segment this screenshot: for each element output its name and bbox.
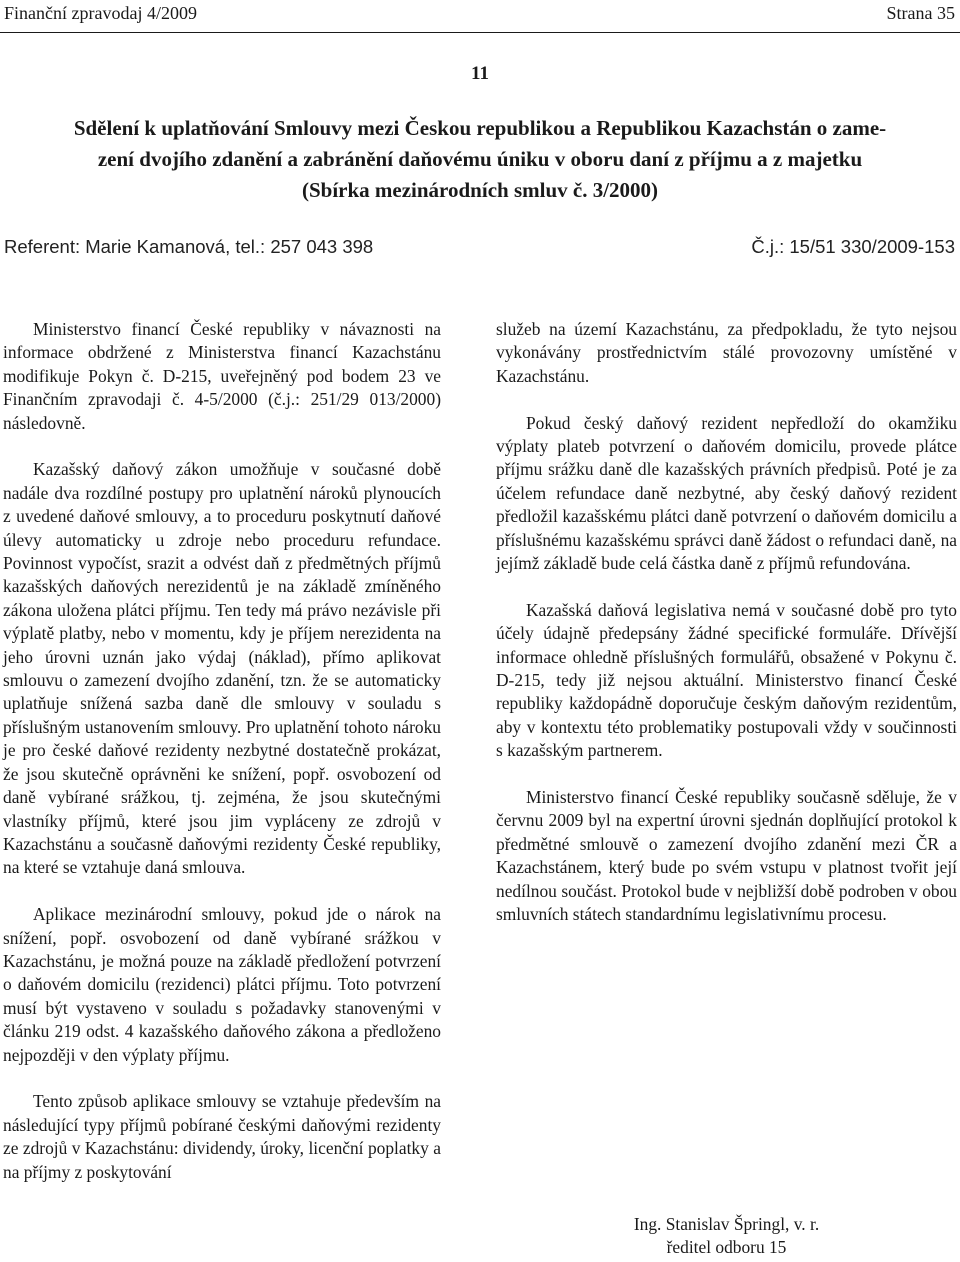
paragraph: Kazašský daňový zákon umožňuje v současné době nadále dva rozdílné postupy pro uplatnění nároků plynoucích z uvedené daňové smlouvy, a to proceduru poskytnutí daňové úlevy automaticky u zdroje nebo proceduru refundace. Povinnost vypočíst, srazit a odvést daň z předmětných příjmů kazašských daňových nerezidentů je na základě zmíněného zákona uložena plátci příjmu. Ten tedy má právo nezávisle při výplatě platby, nebo v momentu, kdy je příjem nerezidenta na jeho úrovni uznán jako výdaj (náklad), přímo aplikovat smlouvu o zamezení dvojího zdanění, tzn. že se automaticky uplatňuje snížená sazba daně dle smlouvy v souladu s příslušným ustanovením smlouvy. Pro uplatnění tohoto nároku je pro české daňové rezidenty nezbytné dostatečně prokázat, že jsou skutečně oprávněni ke snížení, popř. osvobození od daně vybírané srážkou, tj. zejména, že jsou skutečnými vlastníky příjmů, které jsou jim vypláceny ze zdrojů v Kazachstánu a současně daňovými rezidenty České republiky, na které se vztahuje daná smlouva. [3,459,441,878]
page-number: Strana 35 [886,3,955,23]
publication-name: Finanční zpravodaj 4/2009 [4,3,197,23]
signatory-name: Ing. Stanislav Špringl, v. r. [633,1214,820,1234]
title-line: zení dvojího zdanění a zabránění daňovému úniku v oboru daní z příjmu a z majetku [97,147,863,171]
paragraph: Kazašská daňová legislativa nemá v současné době pro tyto účely údajně předepsány žádné specifické formuláře. Dřívější informace ohledně příslušných formulářů, obsažené v Pokynu č. D-215, tedy již nejsou aktuální. Ministerstvo financí České republiky každopádně doporučuje českým daňovým rezidentům, aby v kontextu této problematiky postupovali vždy v součinnosti s kazašským partnerem. [496,599,957,761]
reference-number: Č.j.: 15/51 330/2009-153 [751,236,955,257]
document-title [12,113,948,206]
paragraph: Aplikace mezinárodní smlouvy, pokud jde o nárok na snížení, popř. osvobození od daně vybírané srážkou v Kazachstánu, je možná pouze na základě předložení potvrzení o daňovém domicilu (rezidenci) plátci příjmu. Toto potvrzení musí být vystaveno v souladu s požadavky stanovenými v článku 219 odst. 4 kazašského daňového zákona a předloženo nejpozději v den výplaty příjmu. [3,904,441,1065]
paragraph: služeb na území Kazachstánu, za předpokladu, že tyto nejsou vykonávány prostřednictvím stálé provozovny umístěné v Kazachstánu. [496,319,957,386]
right-column [496,318,957,950]
left-column [3,318,441,1207]
paragraph: Ministerstvo financí České republiky současně sděluje, že v červnu 2009 byl na expertní úrovni sjednán doplňující protokol k předmětné smlouvě o zamezení dvojího zdanění mezi ČR a Kazachstánem, který bude po svém vstupu v platnost tvořit její nedílnou součást. Protokol bude v nejbližší době podroben v obou smluvních státech standardnímu legislativnímu procesu. [496,787,957,925]
title-line: Sdělení k uplatňování Smlouvy mezi Českou republikou a Republikou Kazachstán o zame- [73,116,887,140]
paragraph: Pokud český daňový rezident nepředloží do okamžiku výplaty plateb potvrzení o daňovém domicilu, provede plátce příjmu srážku daně dle kazašských právních předpisů. Poté je za účelem refundace daně nezbytné, aby český daňový rezident předložil kazašskému plátci daně potvrzení o daňovém domicilu a příslušnému kazašskému správci daně žádost o refundaci daně, na jejímž základě bude celá částka daně z příjmů refundována. [496,412,957,574]
header-divider [0,32,960,33]
signatory-role: ředitel odboru 15 [666,1237,787,1258]
document-number: 11 [471,63,489,84]
signature-block [496,1213,957,1260]
paragraph: Ministerstvo financí České republiky v návaznosti na informace obdržené z Ministerstva financí Kazachstánu modifikuje Pokyn č. D-215, uveřejněný pod bodem 23 ve Finančním zpravodaji č. 4-5/2000 (č.j.: 251/29 013/2000) následovně. [3,319,441,433]
referent-info: Referent: Marie Kamanová, tel.: 257 043 398 [4,236,374,257]
title-line: (Sbírka mezinárodních smluv č. 3/2000) [301,178,659,202]
paragraph: Tento způsob aplikace smlouvy se vztahuje především na následující typy příjmů pobírané českými daňovými rezidenty ze zdrojů v Kazachstánu: dividendy, úroky, licenční poplatky a na příjmy z poskytování [3,1091,441,1182]
